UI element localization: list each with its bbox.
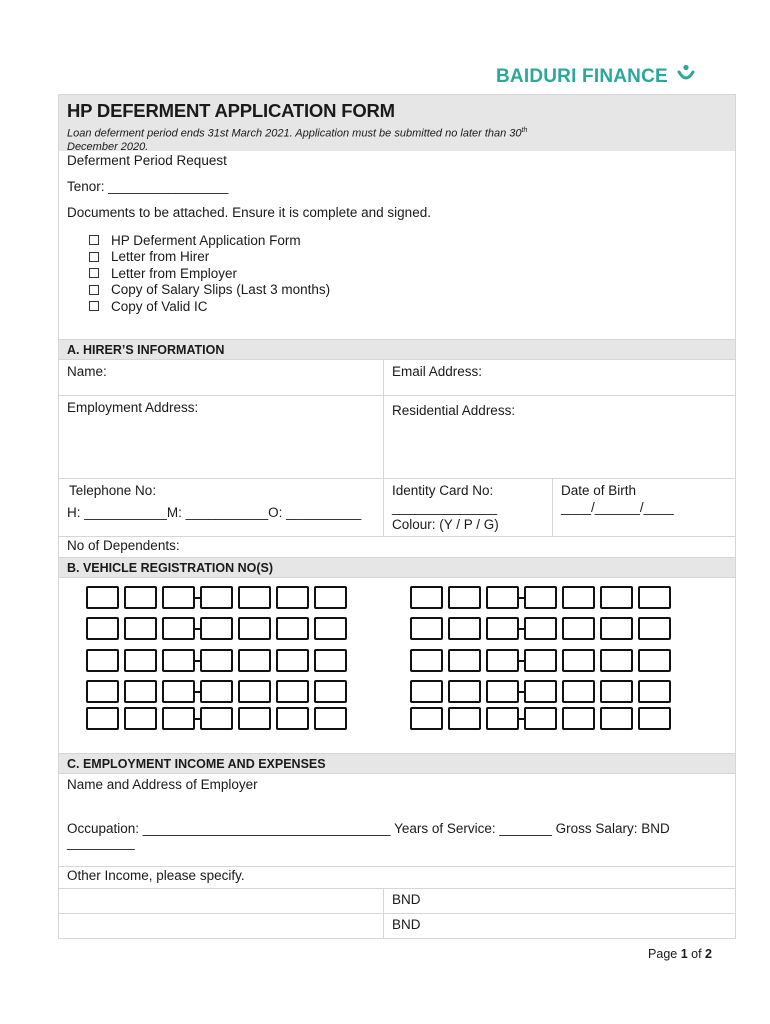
section-a-title: A. HIRER’S INFORMATION xyxy=(59,339,735,359)
income-amount-field[interactable]: BND xyxy=(383,914,735,938)
page-total: 2 xyxy=(705,947,712,961)
section-b-title: B. VEHICLE REGISTRATION NO(S) xyxy=(59,557,735,577)
plate-char-box[interactable] xyxy=(600,586,633,609)
registration-plate-boxes[interactable] xyxy=(86,649,352,672)
plate-char-box[interactable] xyxy=(86,707,119,730)
plate-char-box[interactable] xyxy=(314,707,347,730)
form-title: HP DEFERMENT APPLICATION FORM xyxy=(67,100,395,121)
colour-label: Colour: (Y / P / G) xyxy=(392,517,499,532)
plate-char-box[interactable] xyxy=(314,617,347,640)
plate-char-box[interactable] xyxy=(86,617,119,640)
page-current: 1 xyxy=(680,947,688,961)
checkbox[interactable] xyxy=(89,252,99,262)
plate-char-box[interactable] xyxy=(314,649,347,672)
document-item xyxy=(67,282,727,299)
deferment-label: Deferment Period Request xyxy=(67,153,227,168)
plate-char-box[interactable] xyxy=(600,617,633,640)
brand-logo xyxy=(496,64,697,88)
plate-char-box[interactable] xyxy=(638,649,671,672)
ic-cell xyxy=(383,479,552,536)
name-field[interactable]: Name: xyxy=(67,364,107,379)
plate-char-box[interactable] xyxy=(162,680,195,703)
document-label: Letter from Employer xyxy=(111,265,238,281)
plate-char-box[interactable] xyxy=(162,707,195,730)
plate-char-box[interactable] xyxy=(200,586,233,609)
plate-char-box[interactable] xyxy=(276,649,309,672)
occupation-line[interactable]: Occupation: _________________________________ Years of Service: _______ Gross Salary: BND xyxy=(67,821,670,836)
income-row xyxy=(59,913,735,938)
other-income-row xyxy=(59,866,735,888)
documents-checklist xyxy=(67,232,727,315)
subtitle-sup: th xyxy=(521,127,528,134)
address-row xyxy=(59,395,735,478)
income-description-field[interactable] xyxy=(59,914,383,938)
plate-char-box[interactable] xyxy=(410,586,443,609)
plate-char-box[interactable] xyxy=(524,649,557,672)
plate-char-box[interactable] xyxy=(238,617,271,640)
registration-plate-boxes[interactable] xyxy=(86,680,352,703)
document-item xyxy=(67,249,727,266)
brand-name: BAIDURI FINANCE xyxy=(496,66,668,87)
plate-char-box[interactable] xyxy=(124,586,157,609)
employer-label[interactable]: Name and Address of Employer xyxy=(67,777,258,792)
tenor-field[interactable]: Tenor: ________________ xyxy=(67,179,229,194)
page-prefix: Page xyxy=(648,947,681,961)
plate-char-box[interactable] xyxy=(486,707,519,730)
registration-plate-boxes[interactable] xyxy=(410,617,676,640)
plate-char-box[interactable] xyxy=(524,617,557,640)
plate-char-box[interactable] xyxy=(448,707,481,730)
page-number xyxy=(648,947,712,961)
plate-char-box[interactable] xyxy=(200,680,233,703)
application-form xyxy=(58,94,736,939)
subtitle-text-2: December 2020. xyxy=(67,140,149,153)
baiduri-logo-icon xyxy=(675,64,697,86)
subtitle-text: Loan deferment period ends 31st March 2021. Application must be submitted no later than 30 xyxy=(67,127,522,140)
dob-label: Date of Birth xyxy=(561,483,637,498)
vehicle-registration-grid xyxy=(59,577,735,753)
plate-char-box[interactable] xyxy=(200,649,233,672)
telephone-label: Telephone No: xyxy=(69,483,157,498)
plate-char-box[interactable] xyxy=(600,707,633,730)
employment-address-field[interactable]: Employment Address: xyxy=(67,400,199,415)
document-item xyxy=(67,298,727,315)
registration-plate-boxes[interactable] xyxy=(86,617,352,640)
plate-char-box[interactable] xyxy=(162,649,195,672)
plate-char-box[interactable] xyxy=(124,707,157,730)
form-header xyxy=(59,95,735,151)
section-c-title: C. EMPLOYMENT INCOME AND EXPENSES xyxy=(59,753,735,773)
dependents-row xyxy=(59,536,735,557)
telephone-cell xyxy=(59,479,383,536)
other-income-label: Other Income, please specify. xyxy=(67,868,245,883)
plate-char-box[interactable] xyxy=(486,586,519,609)
plate-char-box[interactable] xyxy=(86,680,119,703)
plate-char-box[interactable] xyxy=(638,617,671,640)
intro-block xyxy=(59,151,735,339)
plate-char-box[interactable] xyxy=(238,707,271,730)
checkbox[interactable] xyxy=(89,235,99,245)
plate-char-box[interactable] xyxy=(562,586,595,609)
email-field[interactable]: Email Address: xyxy=(383,360,735,395)
plate-char-box[interactable] xyxy=(276,680,309,703)
document-item xyxy=(67,232,727,249)
income-row xyxy=(59,888,735,913)
plate-char-box[interactable] xyxy=(162,586,195,609)
plate-char-box[interactable] xyxy=(276,617,309,640)
document-item xyxy=(67,265,727,282)
plate-char-box[interactable] xyxy=(524,707,557,730)
plate-char-box[interactable] xyxy=(410,707,443,730)
plate-char-box[interactable] xyxy=(600,649,633,672)
plate-char-box[interactable] xyxy=(124,617,157,640)
plate-char-box[interactable] xyxy=(410,617,443,640)
plate-char-box[interactable] xyxy=(410,649,443,672)
occupation-line-2: _________ xyxy=(67,835,135,850)
documents-label: Documents to be attached. Ensure it is complete and signed. xyxy=(67,205,431,220)
plate-char-box[interactable] xyxy=(238,680,271,703)
plate-char-box[interactable] xyxy=(562,707,595,730)
plate-char-box[interactable] xyxy=(200,707,233,730)
plate-char-box[interactable] xyxy=(124,649,157,672)
document-label: Copy of Valid IC xyxy=(111,298,208,314)
plate-char-box[interactable] xyxy=(276,707,309,730)
income-description-field[interactable] xyxy=(59,889,383,913)
dob-field[interactable]: ____/______/____ xyxy=(561,500,674,515)
plate-char-box[interactable] xyxy=(562,680,595,703)
registration-plate-boxes[interactable] xyxy=(410,586,676,609)
checkbox[interactable] xyxy=(89,268,99,278)
plate-char-box[interactable] xyxy=(486,649,519,672)
ic-label: Identity Card No: xyxy=(392,483,494,498)
registration-plate-boxes[interactable] xyxy=(410,680,676,703)
residential-address-field[interactable]: Residential Address: xyxy=(383,396,735,478)
plate-char-box[interactable] xyxy=(86,649,119,672)
document-label: Copy of Salary Slips (Last 3 months) xyxy=(111,282,331,298)
plate-char-box[interactable] xyxy=(638,586,671,609)
plate-char-box[interactable] xyxy=(238,586,271,609)
plate-char-box[interactable] xyxy=(524,680,557,703)
registration-plate-boxes[interactable] xyxy=(86,707,352,730)
plate-char-box[interactable] xyxy=(86,586,119,609)
plate-char-box[interactable] xyxy=(448,586,481,609)
dependents-field[interactable]: No of Dependents: xyxy=(67,538,180,553)
employer-block xyxy=(59,773,735,866)
registration-plate-boxes[interactable] xyxy=(86,586,352,609)
plate-char-box[interactable] xyxy=(448,649,481,672)
plate-char-box[interactable] xyxy=(600,680,633,703)
plate-char-box[interactable] xyxy=(276,586,309,609)
plate-char-box[interactable] xyxy=(200,617,233,640)
plate-char-box[interactable] xyxy=(524,586,557,609)
plate-char-box[interactable] xyxy=(562,617,595,640)
plate-char-box[interactable] xyxy=(238,649,271,672)
contact-row xyxy=(59,478,735,536)
form-subtitle xyxy=(67,124,727,154)
plate-char-box[interactable] xyxy=(562,649,595,672)
checkbox[interactable] xyxy=(89,301,99,311)
ic-field[interactable]: ______________ xyxy=(392,500,498,515)
checkbox[interactable] xyxy=(89,285,99,295)
registration-plate-boxes[interactable] xyxy=(410,707,676,730)
document-label: HP Deferment Application Form xyxy=(111,232,301,248)
plate-char-box[interactable] xyxy=(410,680,443,703)
plate-char-box[interactable] xyxy=(162,617,195,640)
registration-plate-boxes[interactable] xyxy=(410,649,676,672)
plate-char-box[interactable] xyxy=(314,586,347,609)
page-of: of xyxy=(687,947,706,961)
plate-char-box[interactable] xyxy=(314,680,347,703)
plate-char-box[interactable] xyxy=(486,680,519,703)
telephone-fields[interactable]: H: ___________M: ___________O: __________ xyxy=(67,505,362,520)
plate-char-box[interactable] xyxy=(448,617,481,640)
document-label: Letter from Hirer xyxy=(111,249,210,265)
plate-char-box[interactable] xyxy=(638,707,671,730)
plate-char-box[interactable] xyxy=(486,617,519,640)
plate-char-box[interactable] xyxy=(638,680,671,703)
dob-cell xyxy=(552,479,735,536)
plate-char-box[interactable] xyxy=(448,680,481,703)
name-email-row xyxy=(59,359,735,395)
plate-char-box[interactable] xyxy=(124,680,157,703)
income-amount-field[interactable]: BND xyxy=(383,889,735,913)
